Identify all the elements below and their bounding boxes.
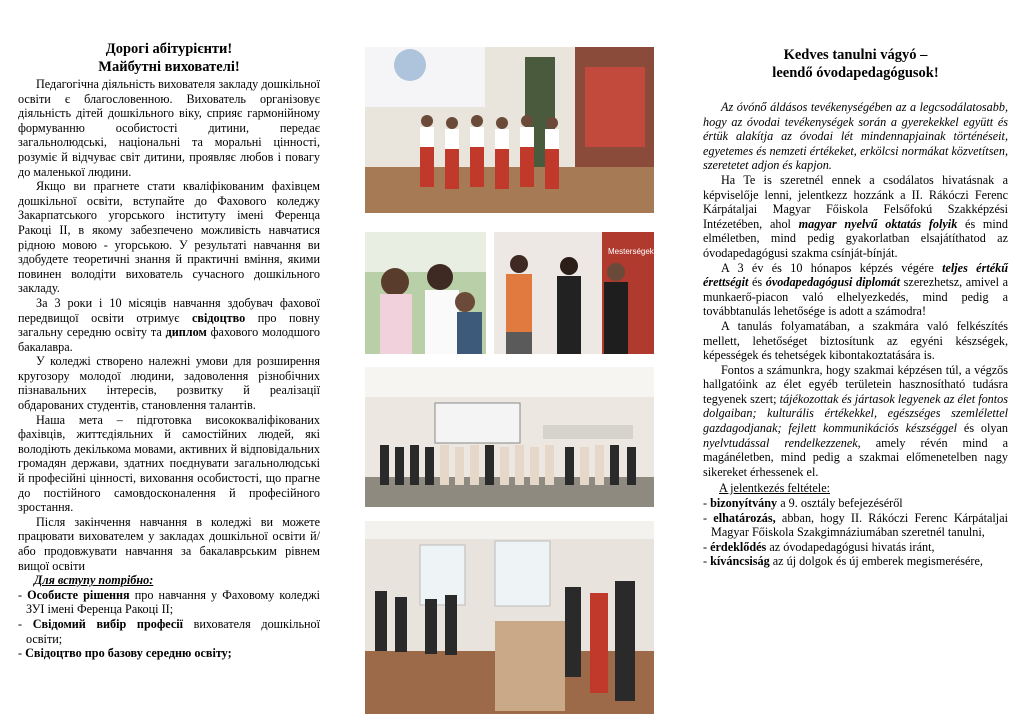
hungarian-conditions-list: [703, 496, 1008, 569]
ukrainian-paragraph-2: Якщо ви прагнете стати кваліфікованим фахівцем дошкільної освіти, вступайте до Фахового коледжу Закарпатського угорського інституту імені Ференца Ракоці II, в якому забезпечено можливість навчатися рідною мовою - угорською. У результаті навчання ви здобудете теоретичні знання й практичні вміння, якими повинен володіти вихователь сучасного дошкільного закладу.: [18, 179, 320, 296]
hungarian-title-line2: leendő óvodapedagógusok!: [772, 65, 939, 81]
list-item: - Свідоцтво про базову середню освіту;: [18, 646, 320, 661]
list-item: - Особисте рішення про навчання у Фаховому коледжі ЗУІ імені Ференца Ракоці ІІ;: [18, 588, 320, 617]
ukrainian-paragraph-1: Педагогічна діяльність вихователя закладу дошкільної освіти є благословенною. Вихователь організовує діяльність дітей дошкільного віку, сприяє гармонійному формуванню особистості дитини, передає загальнолюдські, національні та моральні цінності, розуміє й відчуває світ дитини, проявляє любов і повагу до маленької людини.: [18, 77, 320, 179]
ukrainian-paragraph-5: Наша мета – підготовка висококваліфікованих фахівців, життєдіяльних й самостійних людей, які володіють декількома мовами, активних й відповідальних громадян держави, здатних поєднувати загальнолюдські й професійні цінності, виховання особистості, що прагне до постійного самовдосконалення й професійного зростання.: [18, 412, 320, 515]
ukrainian-title-line1: Дорогі абітурієнти!: [105, 41, 233, 57]
ukrainian-requirements-list: [18, 588, 320, 661]
photo-children-playing: [365, 232, 486, 354]
list-item: - Свідомий вибір професії вихователя дошкільної освіти;: [18, 617, 320, 646]
list-item: - érdeklődés az óvodapedagógusi hivatás iránt,: [703, 540, 1008, 555]
hungarian-paragraph-2: Ha Te is szeretnél ennek a csodálatos hivatásnak a képviselője lenni, jelentkezz hozzánk a II. Rákóczi Ferenc Kárpátaljai Magyar Főiskola Felsőfokú Szakképzési Intézetében, ahol magyar nyelvű oktatás folyik és mind elméletben, mind pedig gyakorlatban elsajátíthatod az óvodapedagógusi szakma csínját-bínját.: [703, 172, 1008, 260]
photo-classroom: [365, 521, 654, 714]
ukrainian-column: [18, 40, 320, 661]
hungarian-title: [703, 46, 1008, 82]
list-item: - bizonyítvány a 9. osztály befejezéséről: [703, 496, 1008, 511]
ukrainian-title: [18, 40, 320, 76]
hungarian-column: [703, 46, 1008, 569]
hungarian-paragraph-1: Az óvónő áldásos tevékenységében az a legcsodálatosabb, hogy az óvodai tevékenységek során a gyerekekkel együtt és értük alakítja az óvodai lét mindennapjainak történéseit, egyetemes és nemzeti értékeket, erkölcsi normákat közvetítsen, szeretetet adjon és kapjon.: [703, 100, 1008, 173]
ukrainian-paragraph-6: Після закінчення навчання в коледжі ви можете працювати вихователем у закладах дошкільної освіти й/або продовжувати навчання за бакалаврським рівнем вищої освіти: [18, 514, 320, 573]
ukrainian-paragraph-3: За 3 роки і 10 місяців навчання здобувач фахової передвищої освіти отримує свідоцтво про повну загальну середню освіту та диплом фахового молодшого бакалавра.: [18, 295, 320, 354]
banner-text: Mesterségek LÁGYE: [608, 247, 683, 256]
ukrainian-paragraph-4: У коледжі створено належні умови для розширення кругозору молодої людини, задоволення різнобічних пізнавальних інтересів, розвитку й реалізації обдарованих студентів, становлення талантів.: [18, 354, 320, 413]
hungarian-paragraph-4: A tanulás folyamatában, a szakmára való felkészítés mellett, lehetőséget biztosítunk az egyéni készségek, képességek és tehetségek kibontakoztatására is.: [703, 318, 1008, 363]
ukrainian-requirements-heading: Для вступу потрібно:: [34, 573, 154, 588]
hungarian-paragraph-3: A 3 év és 10 hónapos képzés végére teljes értékű érettségit és óvodapedagógusi diplomát szerezhetsz, amivel a munkaerő-piacon való elhelyezkedés, mind pedig a továbbtanulás lehetősége is adott a számodra!: [703, 260, 1008, 319]
hungarian-paragraph-5: Fontos a számunkra, hogy szakmai képzésen túl, a végzős hallgatóink az élet egyéb területein hasznosítható tudásra tegyenek szert; tájékozottak és jártasok legyenek az élet fontos dolgaiban; kulturális értékekkel, egészséges szemlélettel gazdagodjanak; fejlett kommunikációs készséggel és olyan nyelvtudással rendelkezzenek, amely révén mind a magánéletben, mind pedig a szakmai előmenetelben nagy sikereket érhessenek el.: [703, 362, 1008, 479]
photo-folk-costume-performance: [365, 47, 654, 213]
photo-graduates-group: [365, 367, 654, 507]
list-item: - kíváncsiság az új dolgok és új emberek megismerésére,: [703, 554, 1008, 569]
list-item: - elhatározás, abban, hogy II. Rákóczi Ferenc Kárpátaljai Magyar Főiskola Szakgimnáziumában szeretnél tanulni,: [703, 511, 1008, 540]
hungarian-conditions-heading: A jelentkezés feltétele:: [719, 481, 830, 496]
photo-award-ceremony: [494, 232, 683, 354]
hungarian-title-line1: Kedves tanulni vágyó –: [783, 47, 928, 63]
ukrainian-title-line2: Майбутні вихователі!: [98, 59, 240, 75]
